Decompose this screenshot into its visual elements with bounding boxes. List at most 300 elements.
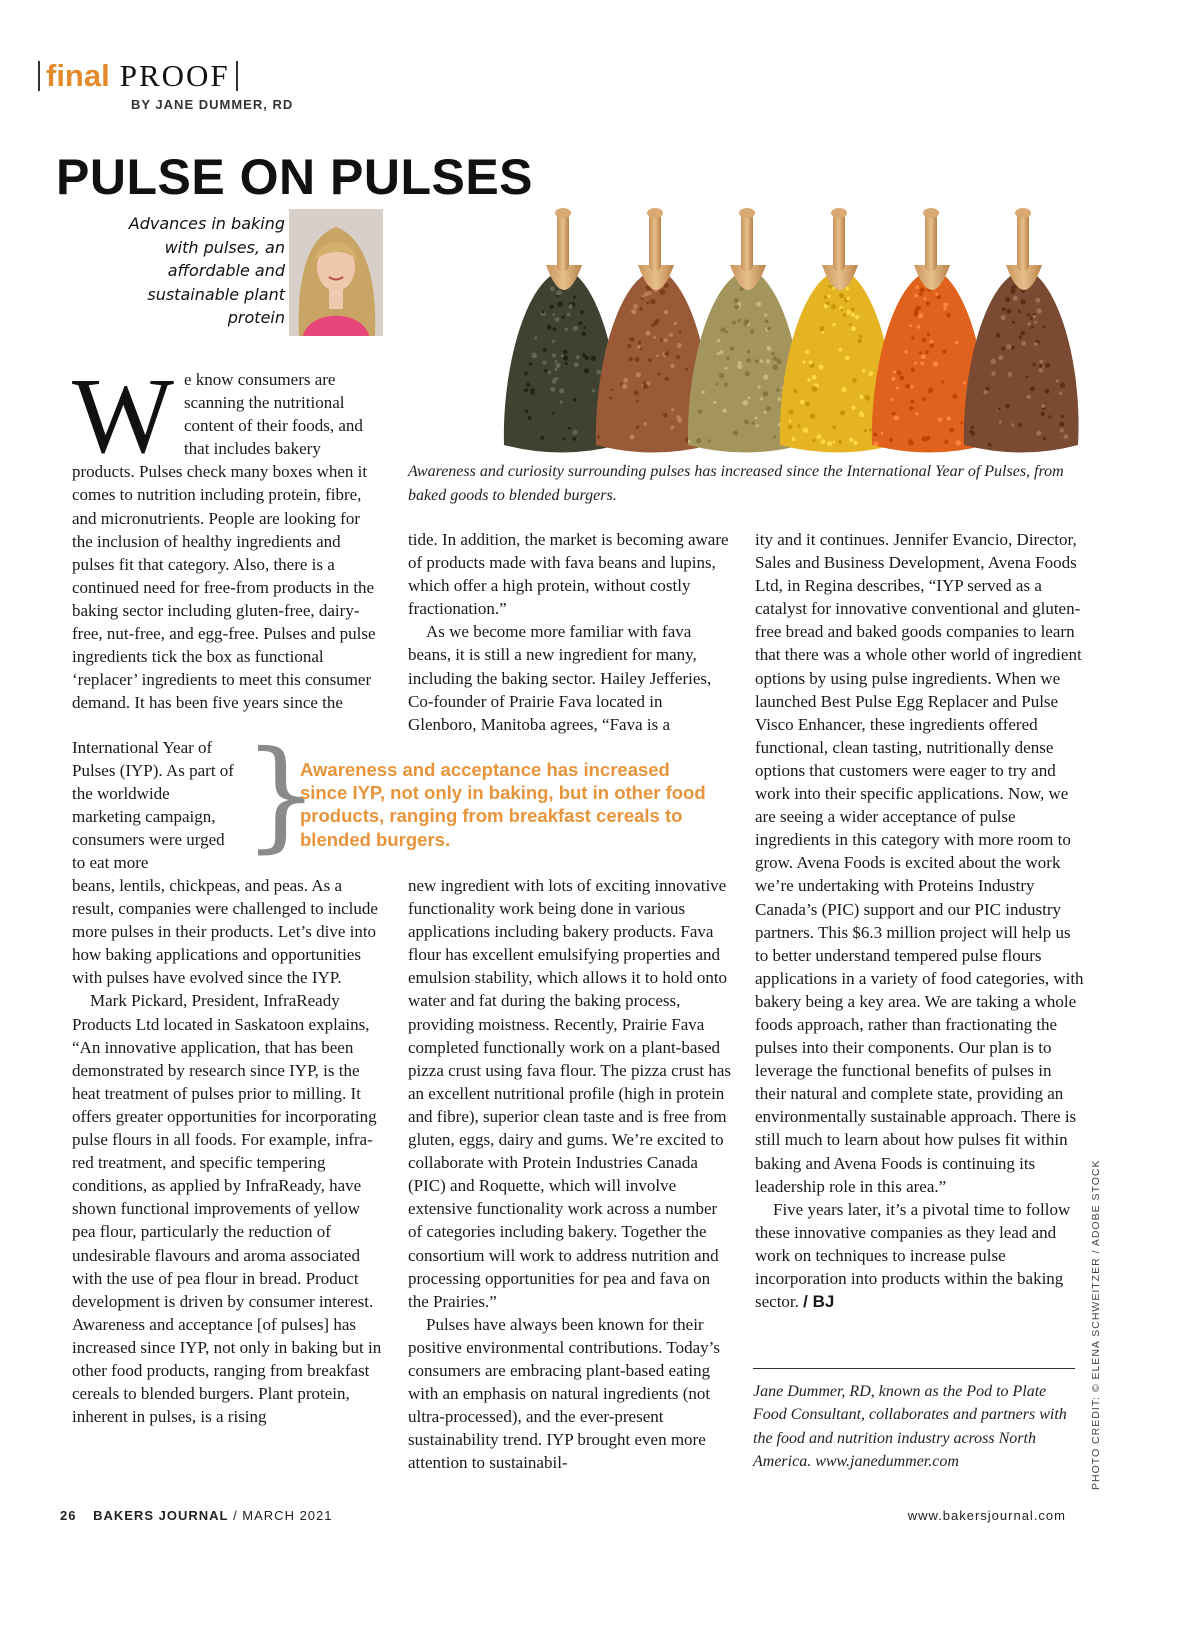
lentil-speckle bbox=[634, 390, 639, 395]
lentil-speckle bbox=[873, 442, 878, 447]
body-paragraph-final bbox=[755, 1198, 1085, 1313]
lentil-speckle bbox=[905, 384, 910, 389]
lentil-speckle bbox=[899, 376, 903, 380]
lentil-speckle bbox=[1060, 428, 1064, 432]
lentil-speckle bbox=[524, 372, 528, 376]
lentil-speckle bbox=[1045, 389, 1050, 394]
lentil-speckle bbox=[832, 441, 835, 444]
hero-caption: Awareness and curiosity surrounding pulses has increased since the International Year of Pulses, from baked goods to blended burgers. bbox=[408, 463, 1064, 504]
lentil-speckle bbox=[550, 387, 555, 392]
lentil-speckle bbox=[778, 397, 782, 401]
lentil-speckle bbox=[1048, 415, 1051, 418]
lentil-speckle bbox=[897, 370, 902, 375]
lentil-speckle bbox=[572, 437, 576, 441]
lentil-speckle bbox=[933, 362, 938, 367]
lentil-speckle bbox=[555, 368, 558, 371]
lentil-speckle bbox=[609, 396, 612, 399]
lentil-speckle bbox=[922, 338, 926, 342]
issue-date: / MARCH 2021 bbox=[233, 1508, 333, 1523]
lentil-speckle bbox=[923, 397, 927, 401]
lentil-speckle bbox=[1040, 412, 1045, 417]
lentil-speckle bbox=[631, 309, 636, 314]
lentil-speckle bbox=[555, 363, 560, 368]
lentil-speckle bbox=[708, 439, 711, 442]
lentil-speckle bbox=[776, 389, 779, 392]
lentil-speckle bbox=[910, 400, 914, 404]
pullquote: Awareness and acceptance has increased since IYP, not only in baking, but in other food products, ranging from breakfast cereals to blended burgers. bbox=[300, 759, 706, 850]
lentil-speckle bbox=[970, 426, 974, 430]
lentil-speckle bbox=[927, 333, 930, 336]
lentil-speckle bbox=[669, 333, 673, 337]
lentil-speckle bbox=[944, 440, 948, 444]
footer-website: www.bakersjournal.com bbox=[907, 1508, 1066, 1523]
wooden-scoop-handle bbox=[557, 213, 569, 271]
lentil-speckle bbox=[664, 351, 669, 356]
lentil-speckle bbox=[789, 420, 792, 423]
lentil-speckle bbox=[568, 304, 572, 308]
lentil-speckle bbox=[767, 346, 772, 351]
lentil-speckle bbox=[926, 301, 930, 305]
lentil-speckle bbox=[643, 384, 648, 389]
lentil-speckle bbox=[915, 412, 918, 415]
lentil-speckle bbox=[1011, 286, 1015, 290]
lentil-speckle bbox=[868, 371, 873, 376]
bio-divider bbox=[753, 1368, 1075, 1369]
lentil-speckle bbox=[658, 372, 661, 375]
lentil-speckle bbox=[540, 436, 544, 440]
lentil-speckle bbox=[805, 402, 810, 407]
lentil-speckle bbox=[911, 337, 914, 340]
body-paragraph: beans, lentils, chickpeas, and peas. As a result, companies were challenged to include more pulses in their products. Let’s dive into how baking applications and opportunities with pulses have evolved since the IYP. bbox=[72, 876, 378, 988]
wooden-scoop-knob bbox=[831, 208, 847, 218]
lentil-speckle bbox=[831, 304, 836, 309]
lentil-speckle bbox=[920, 362, 924, 366]
lentil-speckle bbox=[663, 413, 667, 417]
lentil-speckle bbox=[722, 408, 727, 413]
lentil-speckle bbox=[734, 298, 739, 303]
lentil-speckle bbox=[561, 315, 565, 319]
body-column-2-bottom bbox=[408, 874, 734, 1474]
lentil-speckle bbox=[1032, 363, 1036, 367]
lentil-speckle bbox=[841, 387, 846, 392]
lentil-speckle bbox=[534, 336, 537, 339]
body-column-3 bbox=[755, 528, 1085, 1313]
lentil-speckle bbox=[947, 416, 952, 421]
lentil-speckle bbox=[763, 374, 768, 379]
lentil-speckle bbox=[952, 394, 957, 399]
lentil-speckle bbox=[757, 385, 760, 388]
lentil-speckle bbox=[1021, 341, 1026, 346]
lentil-speckle bbox=[622, 384, 627, 389]
lentil-speckle bbox=[565, 362, 568, 365]
lentil-speckle bbox=[573, 296, 576, 299]
lentil-speckle bbox=[943, 307, 946, 310]
lentil-speckle bbox=[846, 297, 850, 301]
lentil-speckle bbox=[565, 328, 568, 331]
body-column-2-top bbox=[408, 528, 734, 736]
lentil-speckle bbox=[651, 324, 654, 327]
lentil-speckle bbox=[653, 336, 656, 339]
lentil-speckle bbox=[1018, 423, 1022, 427]
lentil-speckle bbox=[810, 414, 815, 419]
lentil-speckle bbox=[646, 302, 649, 305]
magazine-name: BAKERS JOURNAL bbox=[93, 1508, 229, 1523]
lentil-speckle bbox=[843, 314, 847, 318]
lentil-speckle bbox=[1061, 415, 1064, 418]
wooden-scoop-handle bbox=[925, 213, 937, 271]
lentil-speckle bbox=[552, 379, 557, 384]
lentil-speckle bbox=[1026, 375, 1029, 378]
lentil-speckle bbox=[917, 325, 921, 329]
lentil-speckle bbox=[860, 411, 863, 414]
lentil-speckle bbox=[797, 424, 800, 427]
lentil-speckle bbox=[756, 424, 759, 427]
lentil-speckle bbox=[788, 425, 793, 430]
lentil-speckle bbox=[849, 323, 852, 326]
lentil-speckle bbox=[881, 432, 884, 435]
lentil-speckle bbox=[563, 350, 568, 355]
lentil-speckle bbox=[724, 383, 728, 387]
body-paragraph: As we become more familiar with fava beans, it is still a new ingredient for many, including the baking sector. Hailey Jefferies, Co-founder of Prairie Fava located in Glenboro, Manitoba agrees, “Fava is a bbox=[408, 622, 712, 734]
lentil-speckle bbox=[812, 375, 817, 380]
body-column-1-top bbox=[72, 357, 384, 714]
lentil-speckle bbox=[734, 305, 739, 310]
lentil-speckle bbox=[826, 302, 829, 305]
lentil-speckle bbox=[1031, 326, 1034, 329]
lentil-speckle bbox=[733, 430, 738, 435]
lentil-speckle bbox=[643, 422, 647, 426]
lentil-speckle bbox=[638, 341, 641, 344]
lentil-speckle bbox=[655, 319, 660, 324]
lentil-speckle bbox=[664, 310, 668, 314]
lentil-speckle bbox=[862, 369, 866, 373]
lentil-speckle bbox=[851, 313, 855, 317]
lentil-speckle bbox=[852, 378, 856, 382]
lentil-speckle bbox=[845, 356, 850, 361]
lentil-speckle bbox=[873, 433, 877, 437]
lentil-speckle bbox=[865, 395, 868, 398]
lentil-speckle bbox=[751, 421, 755, 425]
lentil-speckle bbox=[772, 364, 778, 370]
lentil-speckle bbox=[925, 436, 930, 441]
lentil-speckle bbox=[850, 308, 854, 312]
lentil-speckle bbox=[525, 410, 528, 413]
lentil-speckle bbox=[763, 411, 766, 414]
end-mark: / BJ bbox=[803, 1292, 835, 1312]
lentil-speckle bbox=[725, 330, 728, 333]
lentil-speckle bbox=[1011, 423, 1014, 426]
body-column-1-wrap bbox=[72, 736, 242, 875]
lentil-speckle bbox=[930, 343, 934, 347]
lentil-speckle bbox=[828, 295, 831, 298]
lentil-speckle bbox=[773, 436, 776, 439]
lentil-speckle bbox=[1001, 347, 1005, 351]
lentil-speckle bbox=[956, 440, 961, 445]
hero-image-lentil-scoops bbox=[500, 205, 1080, 460]
lentil-speckle bbox=[578, 321, 582, 325]
lentil-speckle bbox=[556, 377, 559, 380]
author-portrait-illustration bbox=[289, 209, 383, 336]
lentil-speckle bbox=[670, 364, 674, 368]
lentil-speckle bbox=[576, 355, 580, 359]
lentil-speckle bbox=[773, 356, 778, 361]
lentil-speckle bbox=[1020, 299, 1025, 304]
lentil-speckle bbox=[744, 420, 749, 425]
lentil-speckle bbox=[807, 378, 811, 382]
lentil-speckle bbox=[941, 380, 944, 383]
lentil-speckle bbox=[855, 315, 859, 319]
wooden-scoop-handle bbox=[741, 213, 753, 271]
lentil-speckle bbox=[923, 297, 926, 300]
wooden-scoop-handle bbox=[833, 213, 845, 271]
lentil-speckle bbox=[650, 299, 655, 304]
lentil-speckle bbox=[750, 329, 754, 333]
lentil-speckle bbox=[629, 357, 633, 361]
lentil-speckle bbox=[719, 350, 723, 354]
lentil-speckle bbox=[767, 327, 771, 331]
lentil-speckle bbox=[839, 293, 844, 298]
lentil-speckle bbox=[528, 416, 532, 420]
body-paragraph: Mark Pickard, President, InfraReady Products Ltd located in Saskatoon explains, “An innovative application, that has been demonstrated by research since IYP, is the heat treatment of pulses prior to milling. It offers greater opportunities for incorporating pulse flours in all foods. For example, infra-red treatment, and specific tempering conditions, as applied by InfraReady, have shown functional improvements of yellow pea flour, particularly the reduction of undesirable flavours and aroma associated with the use of pea flour in bread. Product development is driven by consumer interest. Awareness and acceptance [of pulses] has increased since IYP, not only in baking but in other food products, ranging from breakfast cereals to blended burgers. Plant protein, inherent in pulses, is a rising bbox=[72, 991, 382, 1427]
lentil-speckle bbox=[838, 440, 842, 444]
lentil-speckle bbox=[755, 417, 758, 420]
lentil-speckle bbox=[1036, 308, 1041, 313]
lentil-speckle bbox=[839, 348, 843, 352]
wooden-scoop-handle bbox=[1017, 213, 1029, 271]
lentil-speckle bbox=[772, 352, 775, 355]
lentil-speckle bbox=[832, 323, 836, 327]
lentil-speckle bbox=[550, 305, 554, 309]
lentil-speckle bbox=[949, 428, 954, 433]
lentil-speckle bbox=[800, 399, 805, 404]
body-text: International Year of Pulses (IYP). As part of the worldwide marketing campaign, consumers were urged to eat more bbox=[72, 738, 234, 873]
deck: Advances in baking with pulses, an affordable and sustainable plant protein bbox=[128, 214, 285, 327]
lentil-speckle bbox=[1027, 313, 1030, 316]
lentil-speckle bbox=[623, 378, 628, 383]
lentil-speckle bbox=[756, 302, 761, 307]
wooden-scoop-knob bbox=[1015, 208, 1031, 218]
lentil-speckle bbox=[674, 322, 677, 325]
lentil-speckle bbox=[1034, 321, 1037, 324]
lentil-speckle bbox=[894, 415, 899, 420]
lentil-speckle bbox=[676, 355, 680, 359]
lentil-speckle bbox=[574, 362, 579, 367]
lentil-speckle bbox=[1001, 315, 1006, 320]
lentil-speckle bbox=[633, 304, 638, 309]
body-paragraph: ity and it continues. Jennifer Evancio, Director, Sales and Business Development, Avena Foods Ltd, in Regina describes, “IYP served as a catalyst for innovative conventional and gluten-free bread and baked goods companies to learn that there was a whole other world of ingredient options by using pulse ingredients. When we launched Best Pulse Egg Replacer and Pulse Visco Enhancer, these ingredients offered functional, clean tasting, nutritionally dense options that customers were eager to try and work into their specific applications. Now, we are seeing a wider acceptance of pulse ingredients in this category with more room to grow. Avena Foods is excited about the work we’re undertaking with Proteins Industry Canada’s (PIC) support and our PIC industry partners. This $6.3 million project will help us to better understand tempered pulse flours applications in a variety of food categories, with bakery being a key area. We are taking a whole foods approach, rather than fractionating the pulses into their components. Our plan is to leverage the functional benefits of pulses in their natural and complete state, providing an environmentally sustainable approach. There is still much to learn about how pulses fit within baking and Avena Foods is continuing its leadership role in this area.” bbox=[755, 530, 1084, 1196]
lentil-speckle bbox=[1027, 322, 1031, 326]
lentil-speckle bbox=[1006, 344, 1011, 349]
lentil-speckle bbox=[636, 372, 641, 377]
lentil-speckle bbox=[864, 429, 867, 432]
lentil-speckle bbox=[938, 418, 942, 422]
lentil-speckle bbox=[832, 425, 836, 429]
lentil-speckle bbox=[1005, 404, 1010, 409]
lentil-speckle bbox=[1043, 437, 1046, 440]
lentil-speckle bbox=[553, 327, 557, 331]
lentil-speckle bbox=[636, 425, 639, 428]
lentil-speckle bbox=[988, 443, 992, 447]
lentil-speckle bbox=[925, 350, 929, 354]
lentil-speckle bbox=[531, 353, 537, 359]
lentil-speckle bbox=[909, 406, 913, 410]
wooden-scoop-knob bbox=[923, 208, 939, 218]
byline: BY JANE DUMMER, RD bbox=[131, 97, 294, 112]
lentil-speckle bbox=[530, 388, 535, 393]
lentil-speckle bbox=[971, 431, 976, 436]
lentil-speckle bbox=[688, 440, 691, 443]
lentil-speckle bbox=[915, 285, 919, 289]
lentil-speckle bbox=[746, 358, 751, 363]
lentil-speckle bbox=[724, 367, 727, 370]
page-number: 26 bbox=[60, 1508, 77, 1523]
body-paragraph: Pulses have always been known for their positive environmental contributions. Today’s consumers are embracing plant-based eating with an emphasis on natural ingredients (not ultra-processed), and the ever-present sustainability trend. IYP brought even more attention to sustainabil- bbox=[408, 1314, 721, 1473]
lentil-speckle bbox=[942, 350, 946, 354]
lentil-speckle bbox=[793, 389, 797, 393]
lentil-speckle bbox=[552, 412, 555, 415]
lentil-speckle bbox=[663, 338, 667, 342]
lentil-speckle bbox=[720, 327, 725, 332]
lentil-speckle bbox=[677, 343, 682, 348]
lentil-speckle bbox=[1041, 404, 1045, 408]
lentil-speckle bbox=[1008, 372, 1013, 377]
lentil-speckle bbox=[1005, 297, 1010, 302]
lentil-speckle bbox=[935, 293, 938, 296]
lentil-speckle bbox=[671, 408, 674, 411]
lentil-speckle bbox=[645, 331, 650, 336]
section-label-final: final bbox=[46, 58, 110, 93]
lentil-speckle bbox=[591, 356, 596, 361]
lentil-speckle bbox=[563, 355, 568, 360]
lentil-speckle bbox=[998, 355, 1003, 360]
lentil-speckle bbox=[702, 390, 705, 393]
lentil-speckle bbox=[946, 313, 951, 318]
lentil-speckle bbox=[526, 383, 530, 387]
lentil-speckle bbox=[573, 398, 577, 402]
lentil-speckle bbox=[851, 406, 855, 410]
lentil-speckle bbox=[568, 427, 571, 430]
lentil-speckle bbox=[764, 313, 767, 316]
lentil-speckle bbox=[559, 388, 564, 393]
lentil-speckle bbox=[1035, 298, 1040, 303]
lentil-speckle bbox=[892, 412, 896, 416]
lentil-speckle bbox=[911, 368, 915, 372]
lentil-speckle bbox=[611, 388, 614, 391]
lentil-speckle bbox=[552, 353, 556, 357]
lentil-speckle bbox=[743, 400, 748, 405]
lentil-speckle bbox=[788, 409, 793, 414]
wooden-scoop-knob bbox=[739, 208, 755, 218]
lentil-speckle bbox=[648, 358, 652, 362]
lentil-speckle bbox=[656, 355, 659, 358]
lentil-speckle bbox=[917, 306, 921, 310]
lentil-speckle bbox=[592, 389, 595, 392]
lentil-speckle bbox=[635, 357, 640, 362]
lentil-speckle bbox=[637, 345, 641, 349]
lentil-speckle bbox=[744, 319, 750, 325]
lentil-speckle bbox=[983, 390, 988, 395]
lentil-speckle bbox=[928, 389, 933, 394]
lentil-speckle bbox=[552, 313, 555, 316]
lentil-speckle bbox=[597, 435, 601, 439]
lentil-speckle bbox=[677, 416, 682, 421]
lentil-speckle bbox=[904, 350, 908, 354]
lentil-speckle bbox=[891, 398, 894, 401]
lentil-speckle bbox=[840, 410, 845, 415]
lentil-speckle bbox=[1056, 379, 1059, 382]
lentil-speckle bbox=[840, 308, 843, 311]
section-label-proof: PROOF bbox=[119, 58, 230, 93]
lentil-speckle bbox=[766, 406, 771, 411]
lentil-speckle bbox=[763, 391, 768, 396]
lentil-speckle bbox=[849, 438, 853, 442]
lentil-speckle bbox=[755, 359, 759, 363]
lentil-speckle bbox=[696, 438, 701, 443]
lentil-speckle bbox=[719, 373, 724, 378]
photo-credit: PHOTO CREDIT: © ELENA SCHWEITZER / ADOBE STOCK bbox=[1090, 1159, 1102, 1490]
lentil-speckle bbox=[760, 397, 763, 400]
lentil-speckle bbox=[544, 369, 548, 373]
lentil-speckle bbox=[999, 421, 1002, 424]
wooden-scoop-knob bbox=[555, 208, 571, 218]
lentil-speckle bbox=[919, 293, 922, 296]
lentil-speckle bbox=[896, 386, 899, 389]
lentil-speckle bbox=[827, 441, 832, 446]
lentil-speckle bbox=[914, 294, 918, 298]
lentil-speckle bbox=[1045, 363, 1050, 368]
lentil-speckle bbox=[1012, 321, 1015, 324]
headline: PULSE ON PULSES bbox=[56, 149, 534, 205]
author-photo bbox=[289, 209, 383, 336]
author-bio: Jane Dummer, RD, known as the Pod to Plate Food Consultant, collaborates and partners with the food and nutrition industry across North America. www.janedummer.com bbox=[753, 1383, 1067, 1470]
lentil-speckle bbox=[960, 421, 963, 424]
lentil-speckle bbox=[524, 388, 528, 392]
lentil-speckle bbox=[726, 357, 729, 360]
lentil-speckle bbox=[646, 286, 649, 289]
header-bar-left bbox=[38, 61, 40, 91]
lentil-speckle bbox=[732, 321, 736, 325]
pullquote-brace: } bbox=[243, 726, 320, 865]
section-header bbox=[32, 56, 244, 96]
lentil-speckle bbox=[914, 362, 917, 365]
lentil-scoops-illustration bbox=[500, 205, 1080, 460]
drop-cap: W bbox=[72, 357, 174, 476]
lentil-speckle bbox=[580, 310, 584, 314]
lentil-speckle bbox=[560, 401, 563, 404]
lentil-speckle bbox=[869, 429, 872, 432]
lentil-speckle bbox=[765, 320, 769, 324]
lentil-speckle bbox=[555, 360, 558, 363]
lentil-speckle bbox=[812, 386, 818, 392]
lentil-speckle bbox=[1059, 392, 1063, 396]
wooden-scoop-handle bbox=[649, 213, 661, 271]
lentil-speckle bbox=[909, 324, 912, 327]
lentil-speckle bbox=[919, 287, 924, 292]
wooden-scoop-knob bbox=[647, 208, 663, 218]
lentil-speckle bbox=[1011, 346, 1015, 350]
lentil-speckle bbox=[845, 287, 849, 291]
lentil-speckle bbox=[828, 285, 831, 288]
lentil-speckle bbox=[730, 347, 734, 351]
lentil-speckle bbox=[629, 337, 634, 342]
lentil-speckle bbox=[630, 434, 635, 439]
lentil-speckle bbox=[791, 437, 795, 441]
lentil-speckle bbox=[853, 440, 858, 445]
footer-folio bbox=[60, 1508, 332, 1523]
header-bar-right bbox=[236, 61, 238, 91]
lentil-speckle bbox=[584, 368, 589, 373]
lentil-speckle bbox=[543, 361, 547, 365]
